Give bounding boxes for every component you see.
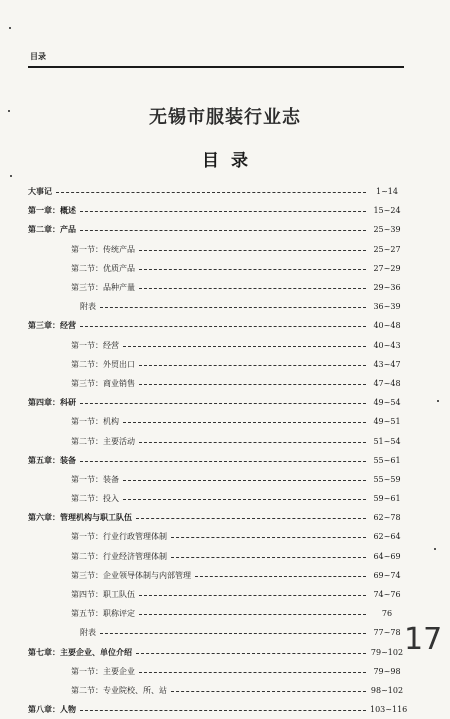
toc-entry-label: 第二节：外贸出口 — [71, 359, 135, 369]
toc-entry-label: 第一节：经营 — [71, 340, 119, 350]
table-of-contents — [28, 182, 408, 719]
toc-leader-dots — [80, 211, 366, 212]
toc-entry-label: 第四节：职工队伍 — [71, 590, 135, 600]
toc-entry-page: 79~102 — [370, 647, 404, 657]
toc-entry — [28, 547, 404, 566]
toc-leader-dots — [56, 192, 366, 193]
toc-leader-dots — [100, 633, 366, 634]
toc-entry-page: 25~27 — [373, 244, 401, 254]
toc-entry — [28, 220, 404, 239]
toc-leader-dots — [100, 307, 366, 308]
toc-entry-page: 40~48 — [373, 321, 401, 331]
toc-entry-page: 36~39 — [373, 302, 401, 312]
toc-entry — [28, 355, 404, 374]
toc-entry-label: 第一节：传统产品 — [71, 244, 135, 254]
toc-leader-dots — [80, 230, 366, 231]
toc-entry-label: 第一节：主要企业 — [71, 666, 135, 676]
toc-entry-page: 49~51 — [373, 417, 401, 427]
toc-entry — [28, 489, 404, 508]
scan-speck — [9, 27, 11, 29]
scan-speck — [10, 175, 12, 177]
toc-entry-label: 第三节：企业领导体制与内部管理 — [71, 570, 191, 580]
toc-entry-page: 55~59 — [373, 474, 401, 484]
toc-entry — [28, 201, 404, 220]
toc-entry — [28, 566, 404, 585]
toc-entry-label: 第二节：专业院校、所、站 — [71, 685, 167, 695]
toc-entry-label: 第一节：装备 — [71, 474, 119, 484]
scan-speck — [434, 548, 436, 550]
toc-leader-dots — [80, 710, 366, 711]
toc-entry-label: 第五节：职称评定 — [71, 609, 135, 619]
toc-entry — [28, 527, 404, 546]
toc-entry — [28, 700, 408, 719]
toc-entry-page: 64~69 — [373, 551, 401, 561]
toc-leader-dots — [139, 269, 366, 270]
toc-entry-page: 62~64 — [373, 532, 401, 542]
toc-entry-page: 59~61 — [373, 494, 401, 504]
toc-leader-dots — [136, 653, 366, 654]
toc-entry-page: 40~43 — [373, 340, 401, 350]
toc-leader-dots — [123, 422, 366, 423]
toc-leader-dots — [123, 346, 366, 347]
toc-entry — [28, 470, 404, 489]
toc-entry — [28, 412, 404, 431]
toc-leader-dots — [139, 672, 366, 673]
toc-entry-label: 第二节：主要活动 — [71, 436, 135, 446]
toc-title: 目录 — [202, 151, 260, 171]
toc-entry-page: 55~61 — [373, 455, 401, 465]
toc-leader-dots — [80, 326, 366, 327]
toc-entry-label: 附表 — [80, 302, 96, 312]
handwritten-page-mark: 17 — [404, 622, 443, 657]
toc-leader-dots — [123, 480, 366, 481]
toc-entry-label: 第二节：行业经济管理体制 — [71, 551, 167, 561]
toc-entry-label: 第二节：投入 — [71, 494, 119, 504]
toc-entry — [28, 585, 404, 604]
toc-entry-page: 15~24 — [373, 206, 401, 216]
toc-entry-page: 77~78 — [373, 628, 401, 638]
running-header: 目录 — [30, 52, 46, 61]
toc-entry-label: 第五章：装备 — [28, 455, 76, 465]
toc-leader-dots — [171, 557, 366, 558]
toc-leader-dots — [139, 614, 366, 615]
toc-entry-page: 74~76 — [373, 590, 401, 600]
toc-entry — [28, 259, 404, 278]
toc-entry-label: 第四章：科研 — [28, 398, 76, 408]
toc-entry-page: 27~29 — [373, 263, 401, 273]
toc-entry-page: 29~36 — [373, 283, 401, 293]
toc-entry-page: 76 — [381, 609, 393, 619]
toc-entry-label: 第三节：品种产量 — [71, 283, 135, 293]
scan-speck — [8, 110, 10, 112]
toc-leader-dots — [195, 576, 366, 577]
toc-entry-label: 附表 — [80, 628, 96, 638]
toc-entry-page: 1~14 — [376, 187, 398, 197]
toc-entry — [28, 316, 404, 335]
toc-entry-label: 第二章：产品 — [28, 225, 76, 235]
toc-entry-label: 大事记 — [28, 187, 52, 197]
toc-entry-label: 第三节：商业销售 — [71, 378, 135, 388]
toc-leader-dots — [80, 461, 366, 462]
toc-entry-label: 第八章：人物 — [28, 705, 76, 715]
toc-entry-label: 第一章：概述 — [28, 206, 76, 216]
toc-entry-label: 第一节：机构 — [71, 417, 119, 427]
toc-entry — [28, 393, 404, 412]
toc-entry — [28, 431, 404, 450]
toc-entry-page: 103~116 — [370, 705, 408, 715]
toc-leader-dots — [136, 518, 366, 519]
toc-leader-dots — [171, 691, 366, 692]
scan-speck — [437, 400, 439, 402]
toc-entry — [28, 508, 404, 527]
toc-entry — [28, 278, 404, 297]
toc-entry — [28, 681, 404, 700]
toc-entry-page: 69~74 — [373, 570, 401, 580]
toc-entry-page: 79~98 — [373, 666, 401, 676]
toc-leader-dots — [123, 499, 366, 500]
toc-leader-dots — [80, 403, 366, 404]
toc-leader-dots — [139, 288, 366, 289]
header-divider — [28, 66, 404, 68]
toc-entry — [28, 297, 404, 316]
toc-entry — [28, 240, 404, 259]
toc-entry-page: 49~54 — [373, 398, 401, 408]
toc-entry-page: 98~102 — [370, 685, 404, 695]
toc-entry-page: 62~78 — [373, 513, 401, 523]
toc-entry — [28, 604, 404, 623]
toc-leader-dots — [171, 537, 366, 538]
book-title: 无锡市服装行业志 — [149, 107, 301, 128]
toc-entry-label: 第三章：经营 — [28, 321, 76, 331]
toc-leader-dots — [139, 384, 366, 385]
toc-leader-dots — [139, 250, 366, 251]
toc-entry — [28, 623, 404, 642]
toc-leader-dots — [139, 442, 366, 443]
toc-leader-dots — [139, 595, 366, 596]
toc-leader-dots — [139, 365, 366, 366]
toc-entry-label: 第七章：主要企业、单位介绍 — [28, 647, 132, 657]
toc-entry-label: 第二节：优质产品 — [71, 263, 135, 273]
toc-entry — [28, 662, 404, 681]
toc-entry — [28, 336, 404, 355]
toc-entry — [28, 451, 404, 470]
toc-entry — [28, 374, 404, 393]
toc-entry-label: 第一节：行业行政管理体制 — [71, 532, 167, 542]
toc-entry-label: 第六章：管理机构与职工队伍 — [28, 513, 132, 523]
toc-entry — [28, 182, 404, 201]
toc-entry-page: 47~48 — [373, 378, 401, 388]
toc-entry-page: 25~39 — [373, 225, 401, 235]
toc-entry — [28, 643, 404, 662]
toc-entry-page: 51~54 — [373, 436, 401, 446]
toc-entry-page: 43~47 — [373, 359, 401, 369]
